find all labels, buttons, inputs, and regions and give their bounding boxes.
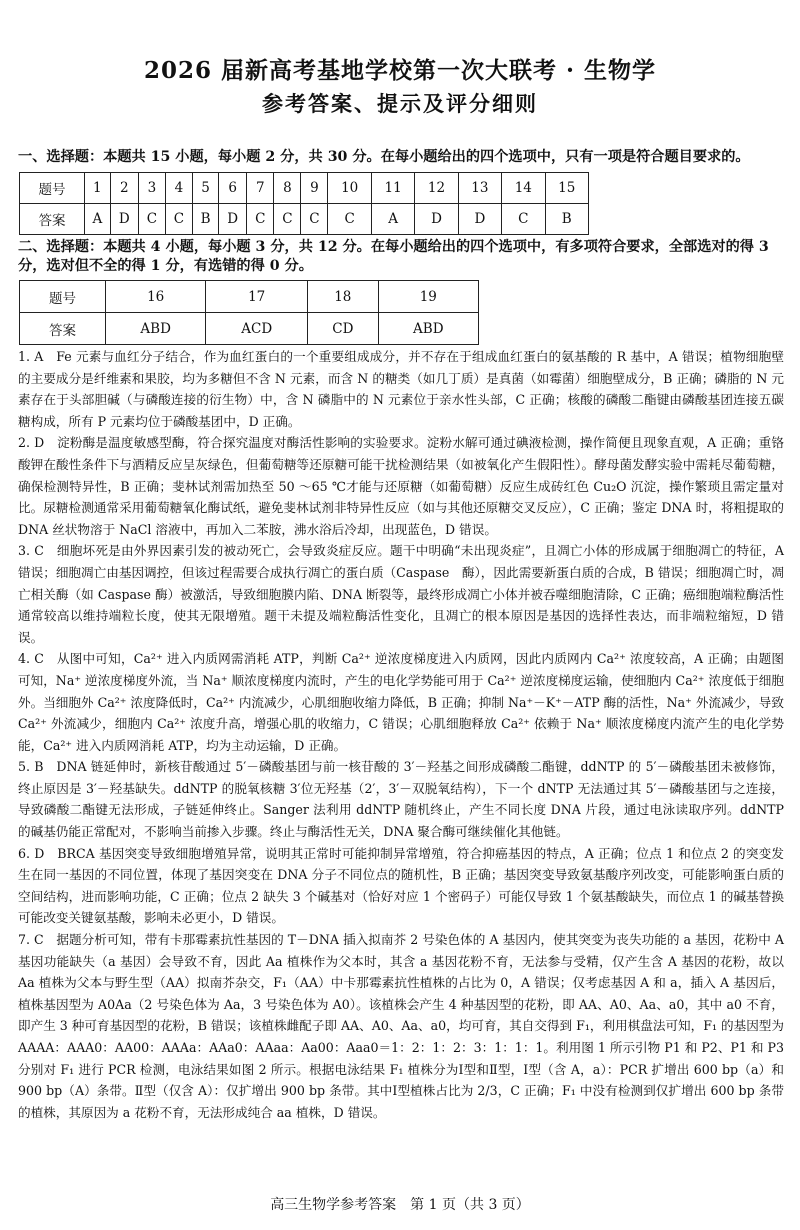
page-subtitle: 参考答案、提示及评分细则: [262, 91, 538, 116]
question-number-cell: 2: [110, 173, 138, 204]
question-number-cell: 14: [502, 173, 545, 204]
answer-cell: C: [138, 204, 165, 235]
answer-cell: C: [301, 204, 328, 235]
answer-cell: D: [219, 204, 247, 235]
question-number-cell: 1: [85, 173, 111, 204]
question-number-cell: 12: [415, 173, 458, 204]
question-number-cell: 18: [308, 281, 379, 313]
explanation-item: 7. C 据题分析可知，带有卡那霉素抗性基因的 T－DNA 插入拟南芥 2 号染色体的 A 基因内，使其突变为丧失功能的 a 基因，花粉中 A 基因功能缺失（a 基因）会导致不育，因此 Aa 植株作为父本时，其含 a 基因花粉不育，无法参与受精，仅产生含 A 基因的花粉，故以 Aa 植株为父本与野生型（AA）拟南芥杂交，F₁（AA）中卡那霉素抗性植株的占比为 0，A 错误；仅考虑基因 A 和 a，插入 A 基因后，植株基因型为 A0Aa（2 号染色体为 Aa，3 号染色体为 A0）。该植株会产生 4 种基因型的花粉，即 AA、A0、Aa、a0，其中 a0 不育，即产生 3 种可育基因型的花粉，B 错误；该植株雌配子即 AA、A0、Aa、a0，均可育，其自交得到 F₁，利用棋盘法可知，F₁ 的基因型为 AAAA：AAA0：AA00：AAAa：AAa0：AAaa：Aa00：Aaa0＝1：2：1：2：3：1：1：1。利用图 1 所示引物 P1 和 P2、P1 和 P3 分别对 F₁ 进行 PCR 检测，电泳结果如图 2 所示。根据电泳结果 F₁ 植株分为Ⅰ型和Ⅱ型，Ⅰ型（含 A，a）：PCR 扩增出 600 bp（a）和 900 bp（A）条带。Ⅱ型（仅含 A）：仅扩增出 900 bp 条带。其中Ⅰ型植株占比为 2/3，C 正确；F₁ 中没有检测到仅扩增出 600 bp 条带的植株，其原因为 a 花粉不育，无法形成纯合 aa 植株，D 错误。: [18, 932, 784, 1120]
section2-answer-table: [19, 280, 479, 345]
answer-cell: ACD: [206, 313, 308, 345]
answer-cell: C: [274, 204, 301, 235]
answer-cell: ABD: [378, 313, 478, 345]
explanation-item: 6. D BRCA 基因突变导致细胞增殖异常，说明其正常时可能抑制异常增殖，符合抑癌基因的特点，A 正确；位点 1 和位点 2 的突变发生在同一基因的不同位置，体现了基因突变在 DNA 分子不同位点的随机性，B 正确；基因突变导致氨基酸序列改变，可能影响蛋白质的空间结构，进而影响功能，C 正确；位点 2 缺失 3 个碱基对（恰好对应 1 个密码子）可能仅导致 1 个氨基酸缺失，而位点 1 的碱基替换可能改变关键氨基酸，影响未必更小，D 错误。: [18, 845, 784, 926]
page-title: 2026 届新高考基地学校第一次大联考 · 生物学: [143, 57, 657, 84]
row-label: 答案: [20, 313, 106, 345]
question-number-cell: 7: [247, 173, 274, 204]
answer-cell: C: [328, 204, 371, 235]
question-number-cell: 5: [193, 173, 219, 204]
explanation-item: 5. B DNA 链延伸时，新核苷酸通过 5′－磷酸基团与前一核苷酸的 3′－羟基之间形成磷酸二酯键，ddNTP 的 5′－磷酸基团未被修饰，终止原因是 3′－羟基缺失。ddNTP 的脱氧核糖 3′位无羟基（2′，3′－双脱氧结构），下一个 dNTP 无法通过其 5′－磷酸基团与之连接，导致磷酸二酯键无法形成，子链延伸终止。Sanger 法利用 ddNTP 随机终止，产生不同长度 DNA 片段，通过电泳读取序列。ddNTP 的碱基仍能正常配对，不影响当前掺入步骤。终止与酶活性无关，DNA 聚合酶可继续催化其他链。: [18, 759, 784, 840]
question-number-cell: 10: [328, 173, 371, 204]
explanation-item: 4. C 从图中可知，Ca²⁺ 进入内质网需消耗 ATP，判断 Ca²⁺ 逆浓度梯度进入内质网，因此内质网内 Ca²⁺ 浓度较高，A 正确；由题图可知，Na⁺ 逆浓度梯度外流，当 Na⁺ 顺浓度梯度内流时，产生的电化学势能可用于 Ca²⁺ 逆浓度梯度运输，使细胞内 Ca²⁺ 浓度低于细胞外。当细胞外 Ca²⁺ 浓度降低时，Ca²⁺ 内流减少，心肌细胞收缩力降低，B 正确；抑制 Na⁺－K⁺－ATP 酶的活性，Na⁺ 外流减少，导致 Ca²⁺ 外流减少，细胞内 Ca²⁺ 浓度升高，增强心肌的收缩力，C 错误；心肌细胞释放 Ca²⁺ 依赖于 Na⁺ 顺浓度梯度内流产生的电化学势能，Ca²⁺ 进入内质网消耗 ATP，均为主动运输，D 正确。: [18, 651, 784, 753]
question-number-cell: 9: [301, 173, 328, 204]
answer-row: [20, 204, 589, 235]
question-number-cell: 16: [106, 281, 206, 313]
row-label: 题号: [20, 281, 106, 313]
question-number-cell: 13: [458, 173, 501, 204]
explanation-item: 3. C 细胞坏死是由外界因素引发的被动死亡，会导致炎症反应。题干中明确“未出现炎症”，且凋亡小体的形成属于细胞凋亡的特征，A 错误；细胞凋亡由基因调控，但该过程需要合成执行凋亡的蛋白质（Caspase 酶），因此需要新蛋白质的合成，B 错误；细胞凋亡时，凋亡相关酶（如 Caspase 酶）被激活，导致细胞膜内陷、DNA 断裂等，最终形成凋亡小体并被吞噬细胞清除，C 正确；癌细胞端粒酶活性通常较高以维持端粒长度，使其无限增殖。题干未提及端粒酶活性变化，且凋亡的根本原因是基因的选择性表达，而非端粒缩短，D 错误。: [18, 543, 784, 645]
answer-cell: B: [545, 204, 589, 235]
question-number-cell: 6: [219, 173, 247, 204]
question-number-cell: 8: [274, 173, 301, 204]
answer-cell: C: [502, 204, 545, 235]
answer-cell: D: [458, 204, 501, 235]
question-number-cell: 11: [371, 173, 414, 204]
row-label: 题号: [20, 173, 85, 204]
question-number-cell: 15: [545, 173, 589, 204]
answer-cell: C: [165, 204, 192, 235]
answer-cell: A: [371, 204, 414, 235]
question-number-row: [20, 281, 479, 313]
question-number-row: [20, 173, 589, 204]
answer-cell: D: [110, 204, 138, 235]
answer-cell: C: [247, 204, 274, 235]
question-number-cell: 4: [165, 173, 192, 204]
question-number-cell: 19: [378, 281, 478, 313]
section1-heading: 一、选择题：本题共 15 小题，每小题 2 分，共 30 分。在每小题给出的四个选项中，只有一项是符合题目要求的。: [18, 149, 750, 165]
answer-cell: CD: [308, 313, 379, 345]
page-footer: 高三生物学参考答案 第 1 页（共 3 页）: [270, 1197, 530, 1213]
section2-heading: 二、选择题：本题共 4 小题，每小题 3 分，共 12 分。在每小题给出的四个选项中，有多项符合要求，全部选对的得 3 分，选对但不全的得 1 分，有选错的得 0 分。: [18, 239, 769, 274]
question-number-cell: 17: [206, 281, 308, 313]
row-label: 答案: [20, 204, 85, 235]
answer-cell: ABD: [106, 313, 206, 345]
answer-cell: D: [415, 204, 458, 235]
answer-row: [20, 313, 479, 345]
section1-answer-table: [19, 172, 589, 235]
answer-cell: B: [193, 204, 219, 235]
explanation-item: 2. D 淀粉酶是温度敏感型酶，符合探究温度对酶活性影响的实验要求。淀粉水解可通过碘液检测，操作简便且现象直观，A 正确；重铬酸钾在酸性条件下与酒精反应呈灰绿色，但葡萄糖等还原糖可能干扰检测结果（如被氧化产生假阳性）。酵母菌发酵实验中需耗尽葡萄糖，确保检测特异性，B 正确；斐林试剂需加热至 50 ～65 ℃才能与还原糖（如葡萄糖）反应生成砖红色 Cu₂O 沉淀，操作繁琐且需定量对比。尿糖检测通常采用葡萄糖氧化酶试纸，避免斐林试剂非特异性反应（如与其他还原糖交叉反应），C 正确；鉴定 DNA 时，将粗提取的 DNA 丝状物溶于 NaCl 溶液中，再加入二苯胺，沸水浴后冷却，出现蓝色，D 错误。: [18, 435, 784, 537]
answer-cell: A: [85, 204, 111, 235]
question-number-cell: 3: [138, 173, 165, 204]
explanation-item: 1. A Fe 元素与血红分子结合，作为血红蛋白的一个重要组成成分，并不存在于组成血红蛋白的氨基酸的 R 基中，A 错误；植物细胞壁的主要成分是纤维素和果胶，均为多糖但不含 N 元素，而含 N 的糖类（如几丁质）是真菌（如霉菌）细胞壁成分，B 正确；磷脂的 N 元素存在于头部胆碱（与磷酸连接的衍生物）中，含 N 磷脂中的 N 元素位于亲水性头部，C 正确；核酸的磷酸二酯键由磷酸基团连接五碳糖构成，所有 P 元素均位于磷酸基团中，D 正确。: [18, 349, 784, 429]
explanation-list: [18, 346, 784, 1123]
